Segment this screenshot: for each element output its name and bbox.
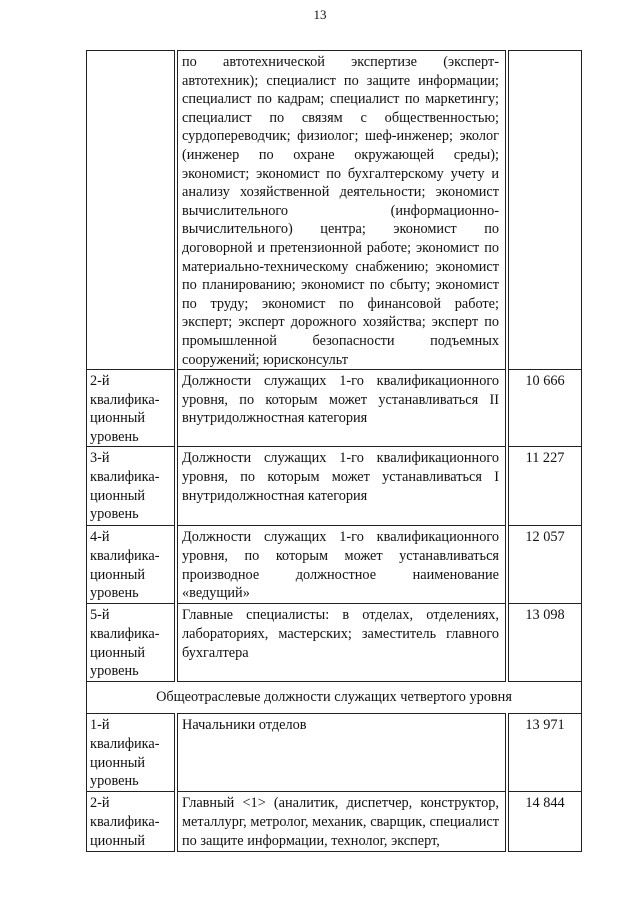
level-line: квалифика- bbox=[90, 814, 160, 831]
description-cell: Должности служащих 1-го квалификационного уровня, по которым может устанавливаться производное должностное наименование «ведущий» bbox=[176, 526, 507, 604]
table-row bbox=[87, 370, 582, 447]
level-line: 3-й bbox=[90, 450, 110, 467]
level-cell bbox=[87, 370, 177, 447]
level-line: ционный bbox=[90, 487, 146, 504]
level-line: 4-й bbox=[90, 529, 110, 546]
description-cell: Главные специалисты: в отделах, отделениях, лабораториях, мастерских; заместитель главного бухгалтера bbox=[176, 604, 507, 682]
salary-cell: 13 098 bbox=[507, 604, 582, 682]
salary-cell: 14 844 bbox=[507, 792, 582, 852]
level-line: квалифика- bbox=[90, 736, 160, 753]
level-line: 2-й bbox=[90, 795, 110, 812]
page-number: 13 bbox=[313, 7, 327, 22]
table-row bbox=[87, 792, 582, 852]
salary-cell: 10 666 bbox=[507, 370, 582, 447]
description-cell: Главный <1> (аналитик, диспетчер, конструктор, металлург, метролог, механик, сварщик, специалист по защите информации, технолог, эксперт, bbox=[176, 792, 507, 852]
level-line: квалифика- bbox=[90, 548, 160, 565]
salary-table bbox=[86, 50, 582, 852]
level-line: ционный bbox=[90, 410, 146, 427]
level-line: квалифика- bbox=[90, 626, 160, 643]
section-title: Общеотраслевые должности служащих четвертого уровня bbox=[87, 682, 582, 714]
level-line: ционный bbox=[90, 832, 146, 849]
level-line: ционный bbox=[90, 644, 146, 661]
description-cell: Должности служащих 1-го квалификационного уровня, по которым может устанавливаться II внутридолжностная категория bbox=[176, 370, 507, 447]
level-line: уровень bbox=[90, 506, 139, 523]
section-row bbox=[87, 682, 582, 714]
level-line: 5-й bbox=[90, 607, 110, 624]
level-line: квалифика- bbox=[90, 469, 160, 486]
level-line: уровень bbox=[90, 773, 139, 790]
level-line: ционный bbox=[90, 566, 146, 583]
table-row bbox=[87, 447, 582, 526]
description-cell: Начальники отделов bbox=[176, 714, 507, 792]
level-cell bbox=[87, 714, 177, 792]
level-cell bbox=[87, 526, 177, 604]
salary-cell bbox=[507, 51, 582, 370]
description-cell: Должности служащих 1-го квалификационного уровня, по которым может устанавливаться I внутридолжностная категория bbox=[176, 447, 507, 526]
table-row bbox=[87, 604, 582, 682]
level-line: уровень bbox=[90, 428, 139, 445]
description-cell: по автотехнической экспертизе (эксперт-автотехник); специалист по защите информации; специалист по кадрам; специалист по маркетингу; специалист по связям с общественностью; сурдопереводчик; физиолог; шеф-инженер; эколог (инженер по охране окружающей среды); экономист; экономист по бухгалтерскому учету и анализу хозяйственной деятельности; экономист вычислительного (информационно-вычислительного) центра; экономист по договорной и претензионной работе; экономист по материально-техническому снабжению; экономист по планированию; экономист по сбыту; экономист по труду; экономист по финансовой работе; эксперт; эксперт дорожного хозяйства; эксперт по промышленной безопасности подъемных сооружений; юрисконсульт bbox=[176, 51, 507, 370]
level-line: уровень bbox=[90, 585, 139, 602]
level-line: ционный bbox=[90, 754, 146, 771]
salary-cell: 12 057 bbox=[507, 526, 582, 604]
table-row bbox=[87, 714, 582, 792]
table-row bbox=[87, 526, 582, 604]
salary-cell: 13 971 bbox=[507, 714, 582, 792]
level-line: 1-й bbox=[90, 717, 110, 734]
level-line: 2-й bbox=[90, 373, 110, 390]
level-cell bbox=[87, 792, 177, 852]
salary-cell: 11 227 bbox=[507, 447, 582, 526]
table-row bbox=[87, 51, 582, 370]
level-cell bbox=[87, 447, 177, 526]
level-line: квалифика- bbox=[90, 391, 160, 408]
level-cell bbox=[87, 604, 177, 682]
level-line: уровень bbox=[90, 663, 139, 680]
level-cell bbox=[87, 51, 177, 370]
